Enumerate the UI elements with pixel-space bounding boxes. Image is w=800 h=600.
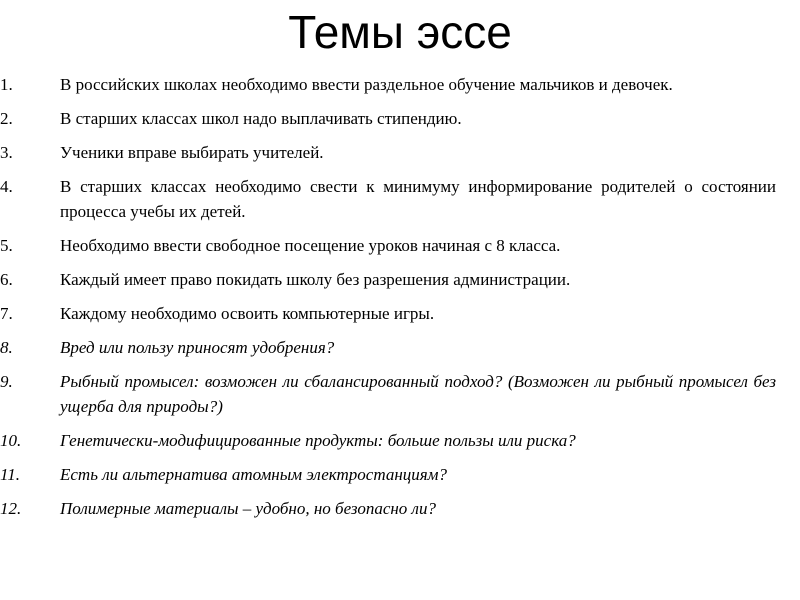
item-text: Есть ли альтернатива атомным электростанциям? — [60, 465, 448, 484]
item-number: 9. — [0, 372, 13, 391]
item-text: Полимерные материалы – удобно, но безопасно ли? — [60, 499, 436, 518]
item-number: 7. — [0, 304, 13, 323]
item-text: В старших классах необходимо свести к минимуму информирование родителей о состоянии процесса учебы их детей. — [60, 177, 776, 221]
item-text: Каждый имеет право покидать школу без разрешения администрации. — [60, 270, 571, 289]
list-item — [0, 496, 800, 521]
item-text: Генетически-модифицированные продукты: больше пользы или риска? — [60, 431, 576, 450]
item-text: В российских школах необходимо ввести раздельное обучение мальчиков и девочек. — [60, 75, 673, 94]
item-number: 5. — [0, 236, 13, 255]
item-text: Необходимо ввести свободное посещение уроков начиная с 8 класса. — [60, 236, 561, 255]
essay-topics-list — [0, 72, 800, 530]
slide-title: Темы эссе — [288, 6, 512, 58]
item-number: 11. — [0, 465, 20, 484]
item-number: 2. — [0, 109, 13, 128]
list-item — [0, 428, 800, 453]
list-item — [0, 267, 800, 292]
item-text: Каждому необходимо освоить компьютерные игры. — [60, 304, 435, 323]
item-number: 12. — [0, 499, 22, 518]
item-number: 3. — [0, 143, 13, 162]
list-item — [0, 106, 800, 131]
item-text: В старших классах школ надо выплачивать стипендию. — [60, 109, 462, 128]
list-item — [0, 140, 800, 165]
list-item — [0, 72, 800, 97]
item-text: Вред или пользу приносят удобрения? — [60, 338, 335, 357]
list-item — [0, 335, 800, 360]
item-number: 4. — [0, 177, 13, 196]
list-item — [0, 233, 800, 258]
item-text: Рыбный промысел: возможен ли сбалансированный подход? (Возможен ли рыбный промысел без ущерба для природы?) — [60, 372, 776, 416]
item-number: 8. — [0, 338, 13, 357]
item-number: 6. — [0, 270, 13, 289]
item-text: Ученики вправе выбирать учителей. — [60, 143, 324, 162]
item-number: 1. — [0, 75, 13, 94]
list-item — [0, 369, 800, 419]
list-item — [0, 462, 800, 487]
item-number: 10. — [0, 431, 22, 450]
list-item — [0, 174, 800, 224]
list-item — [0, 301, 800, 326]
